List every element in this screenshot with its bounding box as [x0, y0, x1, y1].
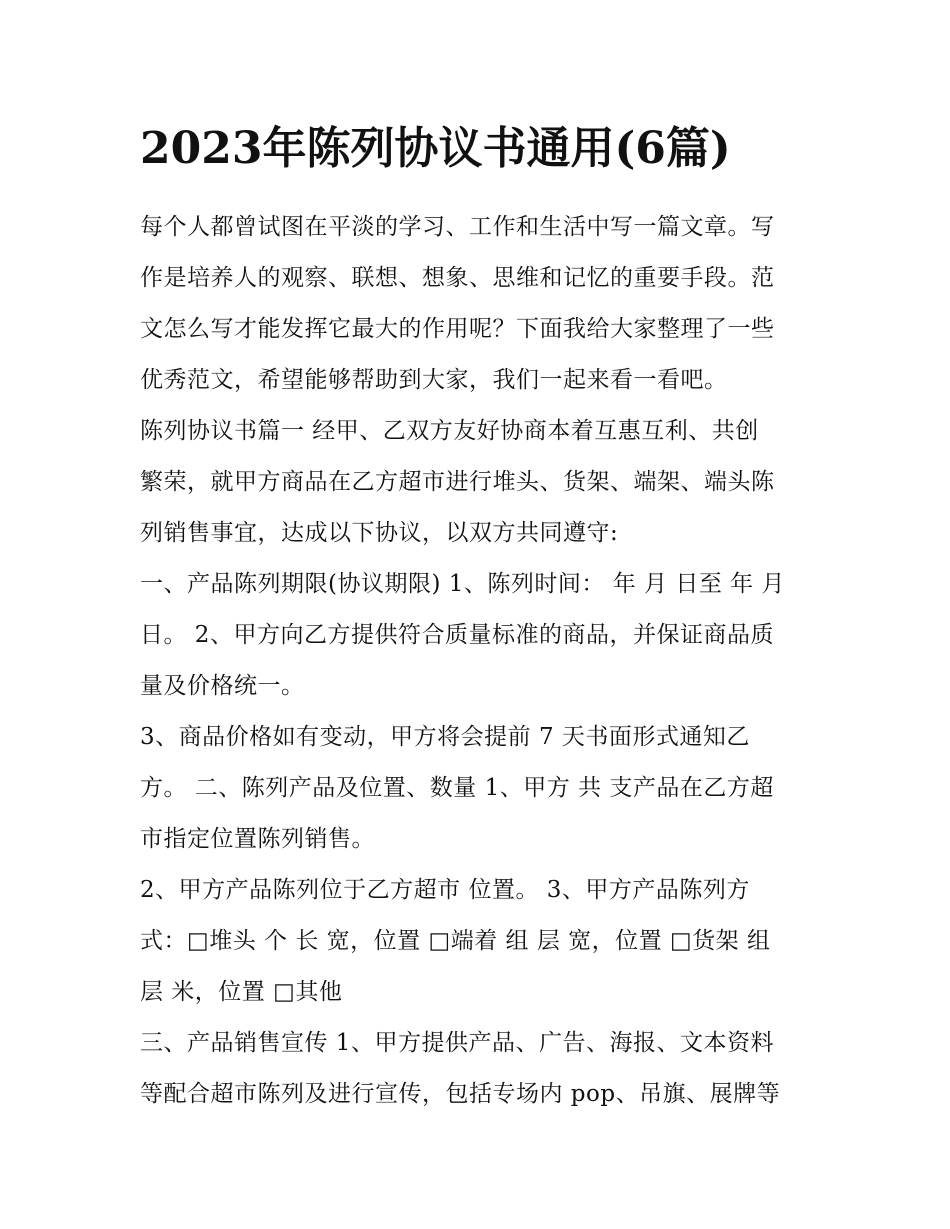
body-line: 方。 二、陈列产品及位置、数量 1、甲方 共 支产品在乙方超	[140, 775, 774, 801]
body-line: 繁荣，就甲方商品在乙方超市进行堆头、货架、端架、端头陈	[140, 469, 775, 495]
body-line: 每个人都曾试图在平淡的学习、工作和生活中写一篇文章。写	[140, 214, 775, 240]
body-line: 优秀范文，希望能够帮助到大家，我们一起来看一看吧。	[140, 367, 728, 393]
body-line: 日。 2、甲方向乙方提供符合质量标准的商品，并保证商品质	[140, 622, 774, 648]
body-line: 量及价格统一。	[140, 673, 305, 699]
body-line: 陈列协议书篇一 经甲、乙双方友好协商本着互惠互利、共创	[140, 418, 759, 444]
body-line: 三、产品销售宣传 1、甲方提供产品、广告、海报、文本资料	[140, 1030, 774, 1056]
document-content	[140, 118, 815, 1120]
body-line: 2、甲方产品陈列位于乙方超市 位置。 3、甲方产品陈列方	[140, 877, 750, 903]
document-body	[140, 202, 815, 1120]
body-line: 一、产品陈列期限(协议期限) 1、陈列时间： 年 月 日至 年 月	[140, 571, 785, 597]
body-line: 市指定位置陈列销售。	[140, 826, 375, 852]
body-line: 等配合超市陈列及进行宣传，包括专场内 pop、吊旗、展牌等	[140, 1081, 781, 1107]
body-line: 层 米，位置 □其他	[140, 979, 343, 1005]
body-line: 列销售事宜，达成以下协议，以双方共同遵守:	[140, 520, 619, 546]
body-line: 3、商品价格如有变动，甲方将会提前 7 天书面形式通知乙	[140, 724, 750, 750]
document-title: 2023年陈列协议书通用(6篇)	[140, 123, 731, 174]
body-line: 式：□堆头 个 长 宽，位置 □端着 组 层 宽，位置 □货架 组	[140, 928, 771, 954]
body-line: 文怎么写才能发挥它最大的作用呢？下面我给大家整理了一些	[140, 316, 775, 342]
body-line: 作是培养人的观察、联想、想象、思维和记忆的重要手段。范	[140, 265, 775, 291]
